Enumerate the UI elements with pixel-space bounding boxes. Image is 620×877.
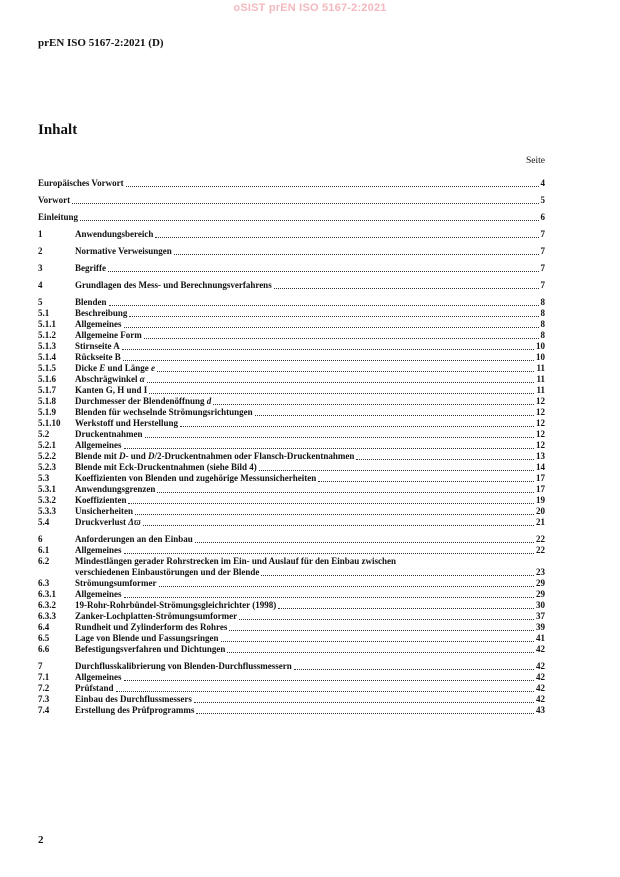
leader-dots	[196, 713, 534, 714]
leader-dots	[124, 553, 535, 554]
toc-entry-number: 6.2	[38, 556, 50, 566]
toc-entry-title: Allgemeine Form	[75, 330, 142, 340]
leader-dots	[294, 669, 534, 670]
toc-entry-title: Beschreibung	[75, 308, 128, 318]
table-of-contents	[38, 178, 545, 716]
toc-entry-page: 4	[540, 178, 545, 188]
toc-entry-title: Befestigungsverfahren und Dichtungen	[75, 644, 226, 654]
leader-dots	[124, 597, 535, 598]
leader-dots	[356, 459, 534, 460]
toc-entry-page: 19	[536, 495, 545, 505]
toc-entry-title: Dicke E und Länge e	[75, 363, 156, 373]
page-number: 2	[38, 834, 44, 846]
toc-entry-number: 5.1.8	[38, 396, 56, 406]
document-id: prEN ISO 5167-2:2021 (D)	[38, 37, 164, 49]
toc-entry[interactable]	[38, 178, 545, 189]
toc-entry-title: Allgemeines	[75, 545, 122, 555]
toc-entry[interactable]	[38, 263, 545, 274]
toc-entry-page: 13	[536, 451, 545, 461]
toc-entry-page: 10	[536, 352, 545, 362]
toc-entry-number: 5.3.1	[38, 484, 56, 494]
toc-entry-page: 11	[536, 385, 545, 395]
toc-entry[interactable]	[38, 451, 545, 462]
toc-entry-number: 6.6	[38, 644, 50, 654]
toc-entry-title: Stirnseite A	[75, 341, 120, 351]
leader-dots	[126, 186, 539, 187]
toc-entry[interactable]	[38, 694, 545, 705]
toc-entry-number: 5.1.6	[38, 374, 56, 384]
toc-entry[interactable]	[38, 418, 545, 429]
leader-dots	[239, 619, 534, 620]
toc-entry-page: 11	[536, 363, 545, 373]
toc-entry-title: Unsicherheiten	[75, 506, 133, 516]
page-column-label: Seite	[526, 156, 545, 166]
leader-dots	[227, 652, 534, 653]
toc-entry-page: 12	[536, 429, 545, 439]
toc-entry-number: 3	[38, 263, 43, 273]
toc-entry-title: Allgemeines	[75, 440, 122, 450]
toc-entry-number: 4	[38, 280, 43, 290]
toc-entry-title: Zanker-Lochplatten-Strömungsumformer	[75, 611, 238, 621]
toc-entry-number: 5.3	[38, 473, 50, 483]
toc-entry[interactable]	[38, 589, 545, 600]
leader-dots	[149, 393, 534, 394]
toc-entry-title: Durchflusskalibrierung von Blenden-Durchflussmessern	[75, 661, 292, 671]
leader-dots	[155, 237, 538, 238]
leader-dots	[123, 360, 534, 361]
toc-entry-page: 29	[536, 589, 545, 599]
toc-entry-title: Anwendungsbereich	[75, 229, 154, 239]
toc-entry-page: 12	[536, 396, 545, 406]
toc-entry[interactable]	[38, 672, 545, 683]
toc-entry-page: 14	[536, 462, 545, 472]
toc-entry-number: 5	[38, 297, 43, 307]
toc-entry-page: 12	[536, 407, 545, 417]
toc-entry-title: Abschrägwinkel α	[75, 374, 145, 384]
toc-entry-number: 5.1.10	[38, 418, 61, 428]
toc-entry-title: Mindestlängen gerader Rohrstrecken im Ein- und Auslauf für den Einbau zwischen	[75, 556, 397, 566]
toc-entry[interactable]	[38, 330, 545, 341]
leader-dots	[128, 503, 534, 504]
toc-entry-title: Werkstoff und Herstellung	[75, 418, 179, 428]
toc-entry-number: 5.1.7	[38, 385, 56, 395]
leader-dots	[229, 630, 534, 631]
leader-dots	[147, 382, 535, 383]
toc-entry-page: 39	[536, 622, 545, 632]
toc-entry[interactable]	[38, 319, 545, 330]
toc-entry[interactable]	[38, 600, 545, 611]
toc-entry-page: 12	[536, 440, 545, 450]
toc-entry-number: 6.3.1	[38, 589, 56, 599]
toc-entry-number: 7.4	[38, 705, 50, 715]
leader-dots	[194, 702, 534, 703]
toc-entry-number: 5.3.3	[38, 506, 56, 516]
toc-entry-title: Allgemeines	[75, 319, 122, 329]
toc-entry-page: 37	[536, 611, 545, 621]
toc-entry-page: 41	[536, 633, 545, 643]
toc-entry[interactable]	[38, 396, 545, 407]
leader-dots	[135, 514, 534, 515]
toc-entry-page: 43	[536, 705, 545, 715]
toc-entry-page: 17	[536, 484, 545, 494]
toc-entry-title: Blende mit Eck-Druckentnahmen (siehe Bild 4)	[75, 462, 257, 472]
toc-entry[interactable]	[38, 545, 545, 556]
toc-entry[interactable]	[38, 683, 545, 694]
toc-entry[interactable]	[38, 473, 545, 484]
leader-dots	[213, 404, 534, 405]
toc-entry-page: 5	[540, 195, 545, 205]
toc-entry-title: Blenden	[75, 297, 107, 307]
leader-dots	[122, 349, 534, 350]
toc-entry-number: 5.1.5	[38, 363, 56, 373]
toc-entry[interactable]	[38, 578, 545, 589]
toc-entry-number: 5.2	[38, 429, 50, 439]
toc-entry-number: 2	[38, 246, 43, 256]
toc-entry-page: 29	[536, 578, 545, 588]
toc-entry[interactable]	[38, 352, 545, 363]
toc-entry-title: Druckverlust Δϖ	[75, 517, 141, 527]
toc-entry-number: 7.2	[38, 683, 50, 693]
leader-dots	[221, 641, 534, 642]
toc-entry[interactable]	[38, 246, 545, 257]
leader-dots	[143, 525, 534, 526]
toc-entry-number: 6.4	[38, 622, 50, 632]
leader-dots	[195, 542, 534, 543]
leader-dots	[159, 586, 535, 587]
toc-entry-title: Allgemeines	[75, 672, 122, 682]
toc-entry-page: 30	[536, 600, 545, 610]
leader-dots	[259, 470, 534, 471]
leader-dots	[180, 426, 534, 427]
toc-entry[interactable]	[38, 385, 545, 396]
toc-entry-number: 6	[38, 534, 43, 544]
toc-entry-title: Begriffe	[75, 263, 106, 273]
toc-entry-number: 5.1.4	[38, 352, 56, 362]
toc-entry-page: 42	[536, 694, 545, 704]
toc-entry-number: 5.2.1	[38, 440, 56, 450]
leader-dots	[157, 492, 534, 493]
toc-entry-title: Prüfstand	[75, 683, 114, 693]
toc-entry-number: 5.2.2	[38, 451, 56, 461]
leader-dots	[80, 220, 538, 221]
toc-entry-title: Durchmesser der Blendenöffnung d	[75, 396, 212, 406]
leader-dots	[274, 288, 539, 289]
toc-entry-title: Allgemeines	[75, 589, 122, 599]
leader-dots	[72, 203, 538, 204]
toc-entry-page: 8	[540, 297, 545, 307]
toc-entry-title: Einbau des Durchflussmessers	[75, 694, 192, 704]
leader-dots	[278, 608, 534, 609]
toc-entry-number: 7.1	[38, 672, 50, 682]
toc-entry-number: 7	[38, 661, 43, 671]
toc-entry-title: Blende mit D- und D/2-Druckentnahmen oder Flansch-Druckentnahmen	[75, 451, 355, 461]
toc-entry-page: 42	[536, 661, 545, 671]
toc-entry[interactable]	[38, 212, 545, 223]
leader-dots	[129, 316, 538, 317]
toc-entry-page: 42	[536, 672, 545, 682]
page-title: Inhalt	[38, 122, 78, 138]
toc-entry-page: 11	[536, 374, 545, 384]
toc-entry-title: 19-Rohr-Rohrbündel-Strömungsgleichrichter (1998)	[75, 600, 277, 610]
toc-entry-title: Grundlagen des Mess- und Berechnungsverfahrens	[75, 280, 272, 290]
toc-entry[interactable]	[38, 341, 545, 352]
toc-entry-page: 42	[536, 683, 545, 693]
toc-entry[interactable]	[38, 308, 545, 319]
leader-dots	[145, 437, 534, 438]
toc-entry-title: Lage von Blende und Fassungsringen	[75, 633, 219, 643]
toc-entry-title: Koeffizienten	[75, 495, 127, 505]
leader-dots	[261, 575, 534, 576]
toc-entry[interactable]	[38, 534, 545, 545]
toc-entry[interactable]	[38, 661, 545, 672]
toc-entry-page: 12	[536, 418, 545, 428]
leader-dots	[318, 481, 534, 482]
leader-dots	[144, 338, 539, 339]
toc-entry-number: 6.3.3	[38, 611, 56, 621]
toc-entry-page: 42	[536, 644, 545, 654]
toc-entry[interactable]	[38, 280, 545, 291]
toc-entry-page: 21	[536, 517, 545, 527]
leader-dots	[174, 254, 539, 255]
toc-entry[interactable]	[38, 297, 545, 308]
toc-entry-title-continued: verschiedenen Einbaustörungen und der Blende	[75, 567, 260, 577]
toc-entry-title: Erstellung des Prüfprogramms	[75, 705, 195, 715]
toc-entry[interactable]	[38, 229, 545, 240]
toc-entry-title: Rückseite B	[75, 352, 121, 362]
toc-entry[interactable]	[38, 556, 545, 578]
toc-entry-page: 23	[536, 567, 545, 577]
toc-entry-page: 7	[540, 246, 545, 256]
toc-entry-number: 6.3	[38, 578, 50, 588]
toc-entry[interactable]	[38, 506, 545, 517]
toc-entry-page: 10	[536, 341, 545, 351]
toc-entry-title: Vorwort	[38, 195, 71, 205]
toc-entry-title: Europäisches Vorwort	[38, 178, 124, 188]
toc-entry-page: 8	[540, 308, 545, 318]
toc-entry-page: 7	[540, 229, 545, 239]
toc-entry[interactable]	[38, 440, 545, 451]
toc-entry-number: 5.1.3	[38, 341, 56, 351]
toc-entry-page: 7	[540, 263, 545, 273]
leader-dots	[124, 448, 535, 449]
toc-entry[interactable]	[38, 374, 545, 385]
toc-entry-number: 1	[38, 229, 43, 239]
toc-entry[interactable]	[38, 705, 545, 716]
toc-entry-number: 6.5	[38, 633, 50, 643]
toc-entry-number: 7.3	[38, 694, 50, 704]
toc-entry[interactable]	[38, 633, 545, 644]
toc-entry-number: 5.3.2	[38, 495, 56, 505]
toc-entry-title: Einleitung	[38, 212, 79, 222]
toc-entry-number: 5.2.3	[38, 462, 56, 472]
toc-entry[interactable]	[38, 195, 545, 206]
toc-entry-title: Strömungsumformer	[75, 578, 157, 588]
leader-dots	[255, 415, 534, 416]
toc-entry-page: 6	[540, 212, 545, 222]
toc-entry[interactable]	[38, 484, 545, 495]
toc-entry-page: 20	[536, 506, 545, 516]
toc-entry-page: 7	[540, 280, 545, 290]
toc-entry-title: Anforderungen an den Einbau	[75, 534, 193, 544]
toc-entry[interactable]	[38, 462, 545, 473]
toc-entry-title: Blenden für wechselnde Strömungsrichtungen	[75, 407, 253, 417]
toc-entry[interactable]	[38, 363, 545, 374]
leader-dots	[109, 305, 539, 306]
toc-entry-title: Koeffizienten von Blenden und zugehörige Messunsicherheiten	[75, 473, 317, 483]
toc-entry-number: 5.1	[38, 308, 50, 318]
toc-entry[interactable]	[38, 622, 545, 633]
toc-entry[interactable]	[38, 495, 545, 506]
toc-entry-title: Druckentnahmen	[75, 429, 143, 439]
toc-entry-number: 5.1.1	[38, 319, 56, 329]
toc-entry[interactable]	[38, 429, 545, 440]
leader-dots	[157, 371, 534, 372]
toc-entry-number: 5.1.2	[38, 330, 56, 340]
toc-entry-page: 22	[536, 534, 545, 544]
toc-entry-title: Kanten G, H und I	[75, 385, 148, 395]
toc-entry-page: 8	[540, 319, 545, 329]
toc-entry-title: Anwendungsgrenzen	[75, 484, 156, 494]
toc-entry-page: 17	[536, 473, 545, 483]
toc-entry[interactable]	[38, 611, 545, 622]
toc-entry-number: 5.1.9	[38, 407, 56, 417]
leader-dots	[124, 680, 535, 681]
toc-entry[interactable]	[38, 644, 545, 655]
toc-entry[interactable]	[38, 407, 545, 418]
leader-dots	[124, 327, 539, 328]
toc-entry-title: Normative Verweisungen	[75, 246, 172, 256]
toc-entry-number: 6.3.2	[38, 600, 56, 610]
toc-entry-number: 6.1	[38, 545, 50, 555]
toc-entry-page: 8	[540, 330, 545, 340]
leader-dots	[108, 271, 539, 272]
toc-entry-page: 22	[536, 545, 545, 555]
leader-dots	[116, 691, 534, 692]
watermark: oSIST prEN ISO 5167-2:2021	[233, 2, 387, 14]
toc-entry-number: 5.4	[38, 517, 50, 527]
toc-entry[interactable]	[38, 517, 545, 528]
toc-entry-title: Rundheit und Zylinderform des Rohres	[75, 622, 228, 632]
